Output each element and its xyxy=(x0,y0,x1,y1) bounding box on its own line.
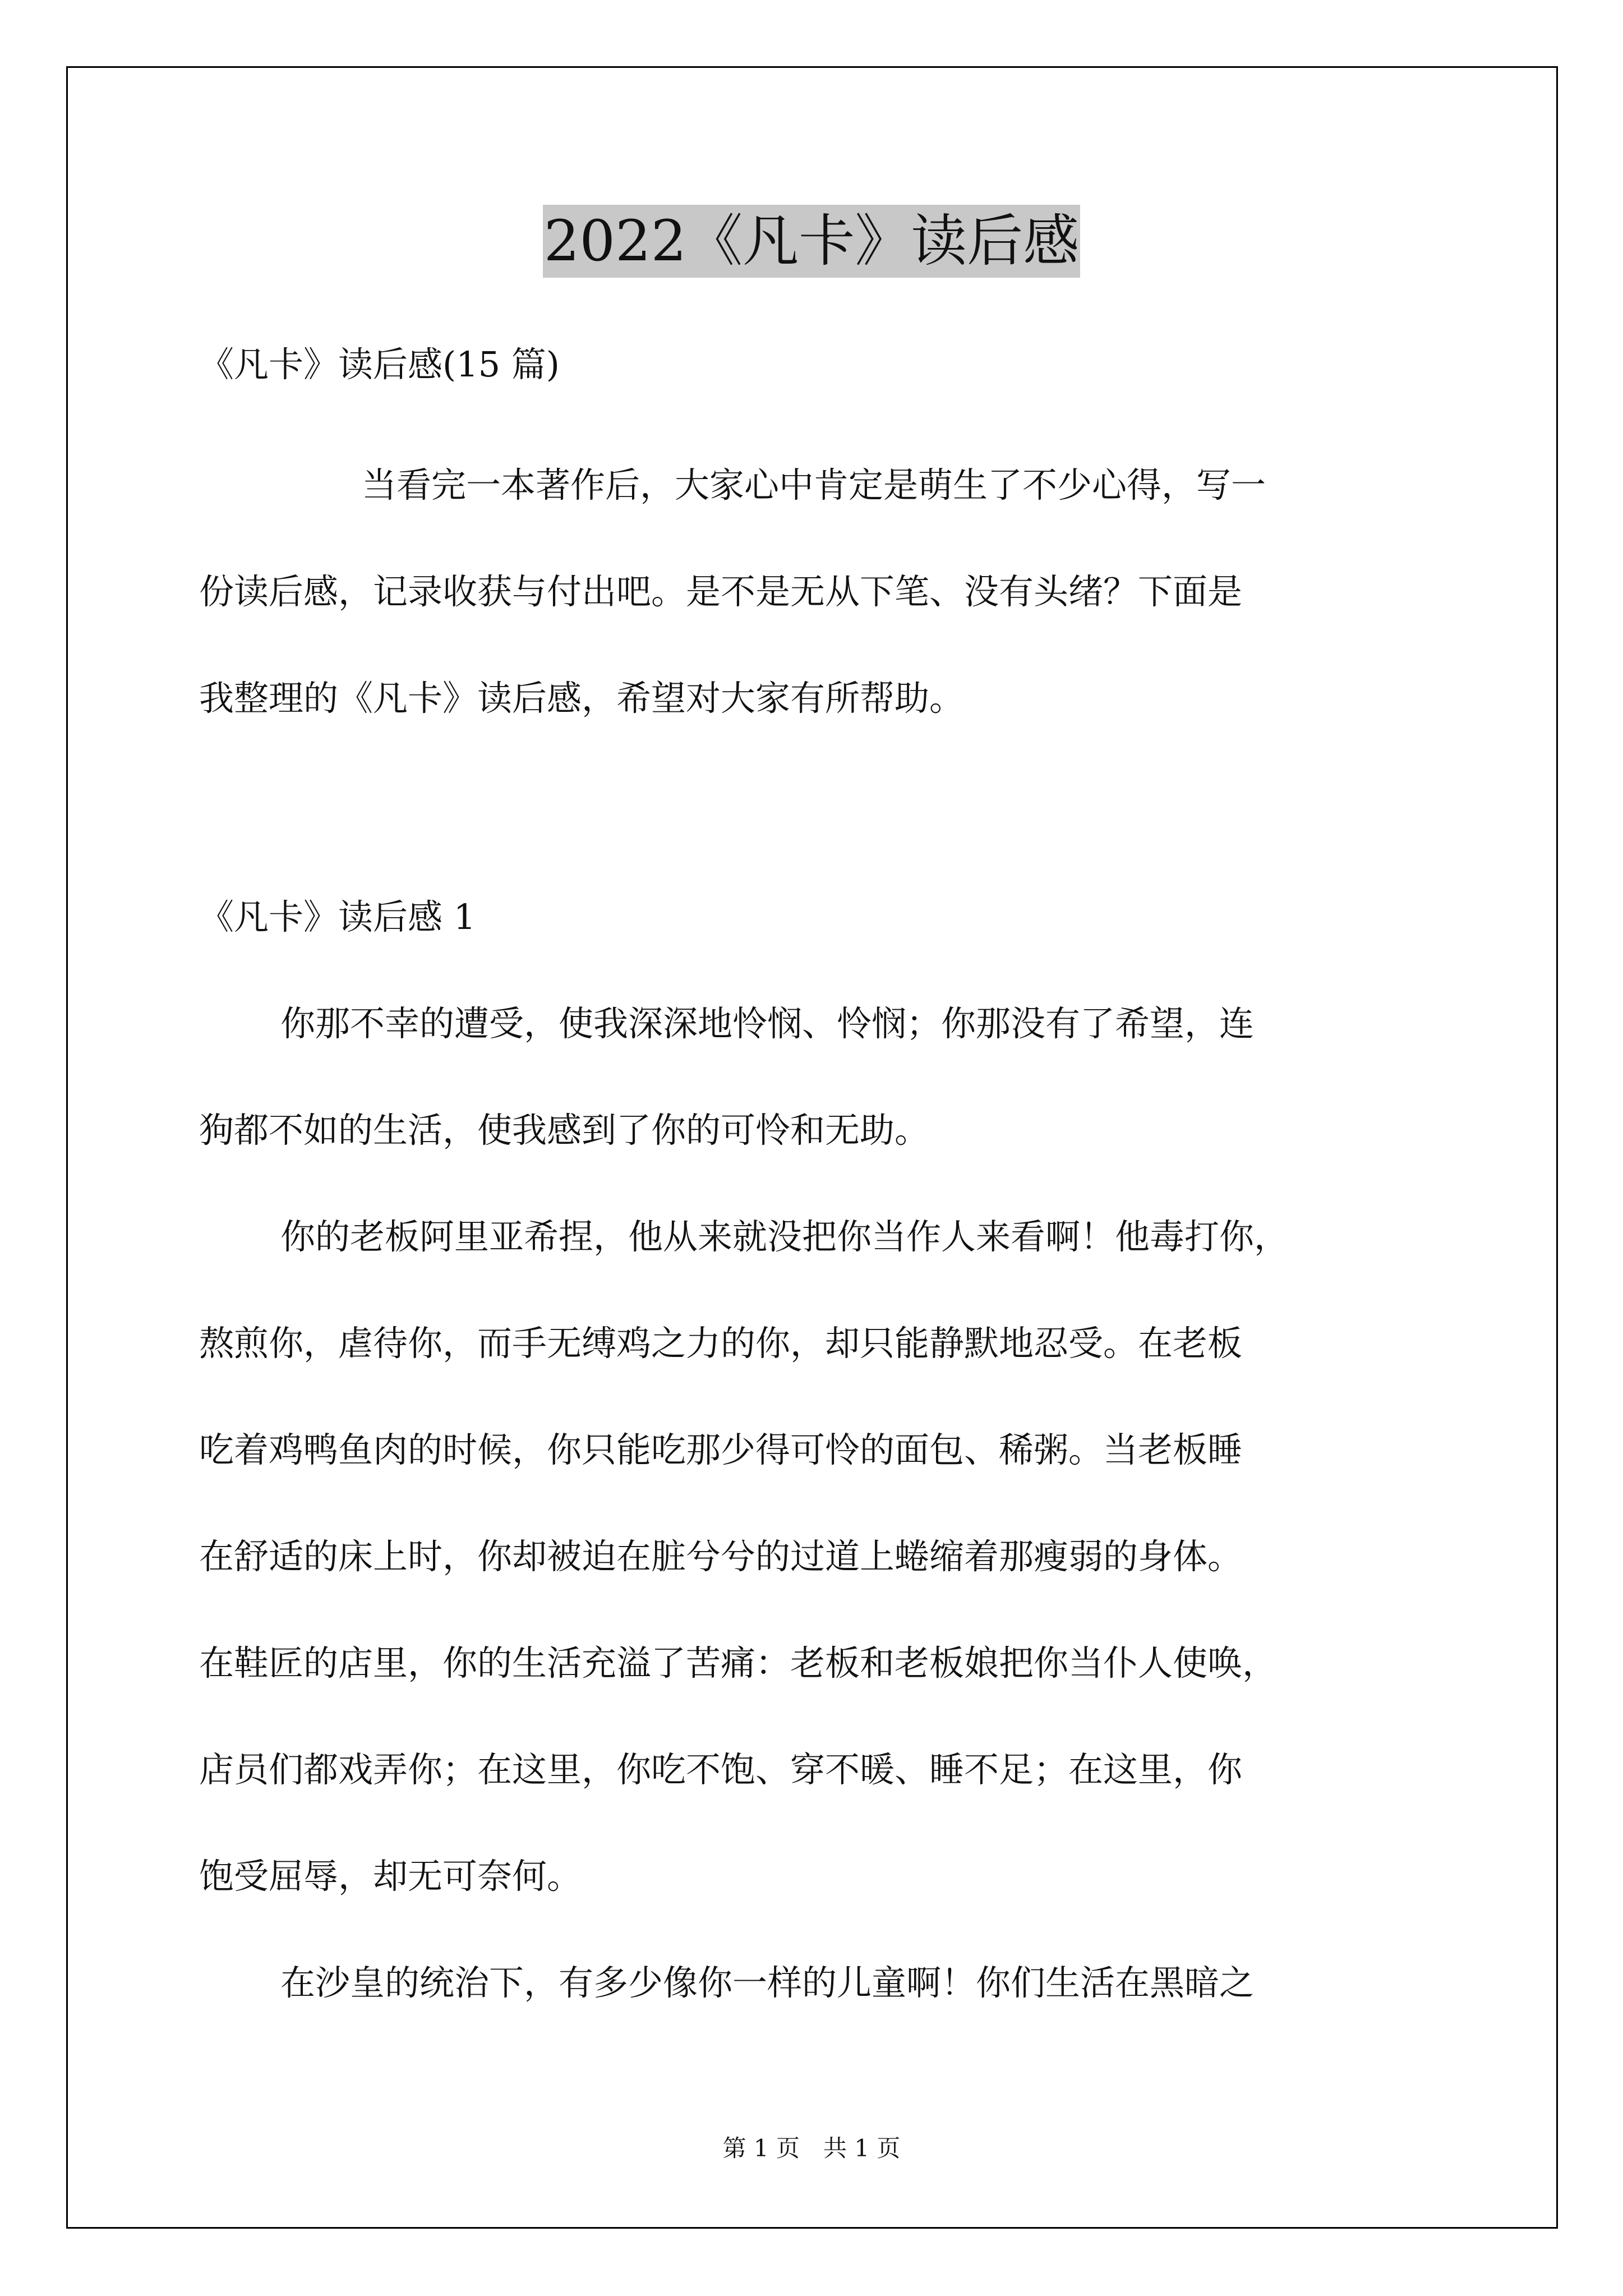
body-line: 你那不幸的遭受，使我深深地怜悯、怜悯；你那没有了希望，连 xyxy=(280,1003,1255,1044)
body-line: 在鞋匠的店里，你的生活充溢了苦痛：老板和老板娘把你当仆人使唤， xyxy=(199,1642,1278,1683)
intro-line: 我整理的《凡卡》读后感，希望对大家有所帮助。 xyxy=(199,678,965,719)
page-footer: 第 1 页 共 1 页 xyxy=(722,2134,901,2162)
intro-line: 份读后感，记录收获与付出吧。是不是无从下笔、没有头绪？下面是 xyxy=(199,571,1243,612)
body-line: 饱受屈辱，却无可奈何。 xyxy=(199,1856,582,1897)
subtitle: 《凡卡》读后感(15 篇) xyxy=(199,344,560,385)
body-line: 在沙皇的统治下，有多少像你一样的儿童啊！你们生活在黑暗之 xyxy=(280,1962,1255,2003)
body-line: 狗都不如的生活，使我感到了你的可怜和无助。 xyxy=(199,1110,930,1151)
intro-line: 当看完一本著作后，大家心中肯定是萌生了不少心得，写一 xyxy=(362,464,1266,505)
section-heading: 《凡卡》读后感 1 xyxy=(199,896,476,937)
body-line: 店员们都戏弄你；在这里，你吃不饱、穿不暖、睡不足；在这里，你 xyxy=(199,1749,1243,1790)
body-line: 在舒适的床上时，你却被迫在脏兮兮的过道上蜷缩着那瘦弱的身体。 xyxy=(199,1536,1243,1577)
body-line: 熬煎你，虐待你，而手无缚鸡之力的你，却只能静默地忍受。在老板 xyxy=(199,1323,1243,1364)
document-title-container xyxy=(0,205,1623,278)
body-line: 你的老板阿里亚希捏，他从来就没把你当作人来看啊！他毒打你， xyxy=(280,1216,1289,1257)
body-line: 吃着鸡鸭鱼肉的时候，你只能吃那少得可怜的面包、稀粥。当老板睡 xyxy=(199,1429,1243,1470)
document-title: 2022《凡卡》读后感 xyxy=(543,205,1081,278)
